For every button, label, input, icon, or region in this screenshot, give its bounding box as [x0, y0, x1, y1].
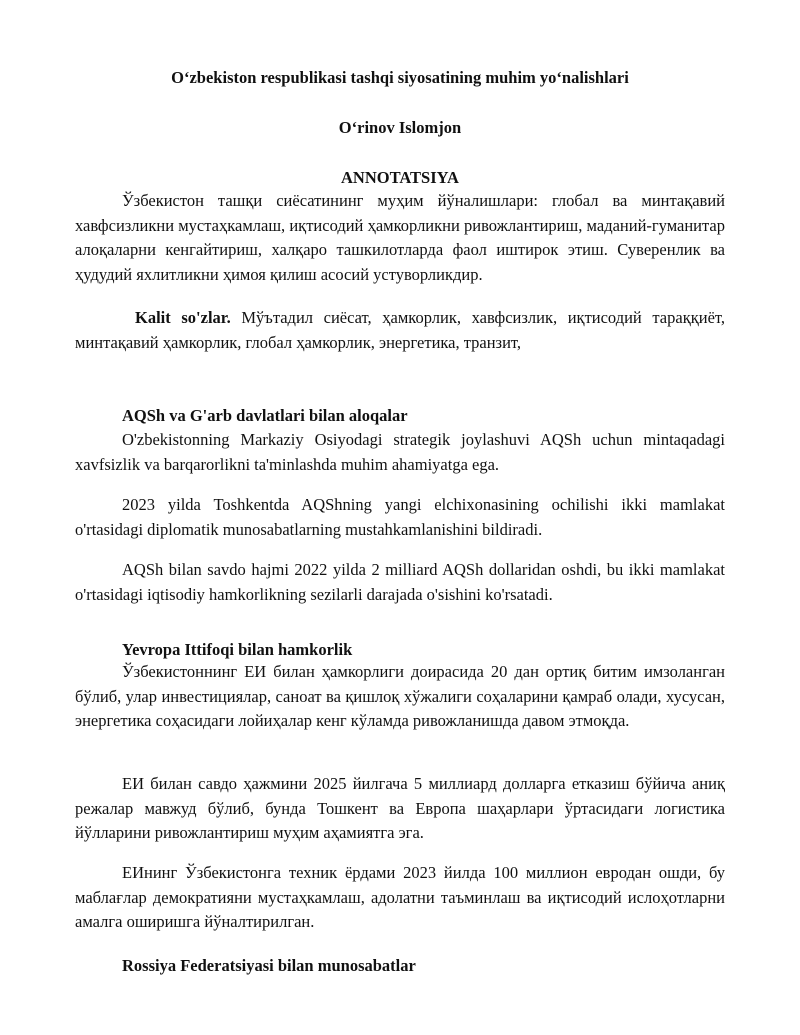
- keywords-paragraph: [75, 306, 725, 355]
- section-eu-paragraph-3: ЕИнинг Ўзбекистонга техник ёрдами 2023 йилда 100 миллион евродан ошди, бу маблағлар демократияни мустаҳкамлаш, адолатни таъминлаш ва иқтисодий ислоҳотларни амалга оширишга йўналтирилган.: [75, 863, 725, 931]
- section-usa-paragraph-2: 2023 yilda Toshkentda AQShning yangi elchixonasining ochilishi ikki mamlakat o'rtasidagi diplomatik munosabatlarning mustahkamlanishini bildiradi.: [75, 495, 725, 539]
- keywords-label: Kalit so'zlar.: [135, 308, 231, 327]
- section-eu-paragraph-2: ЕИ билан савдо ҳажмини 2025 йилгача 5 миллиард долларга етказиш бўйича аниқ режалар мавжуд бўлиб, бунда Тошкент ва Европа шаҳарлари ўртасидаги логистика йўлларини ривожлантириш муҳим аҳамиятга эга.: [75, 774, 725, 842]
- section-usa-paragraph-3: AQSh bilan savdo hajmi 2022 yilda 2 milliard AQSh dollaridan oshdi, bu ikki mamlakat o'rtasidagi iqtisodiy hamkorlikning sezilarli darajada o'sishini ko'rsatadi.: [75, 560, 725, 604]
- section-heading-eu: Yevropa Ittifoqi bilan hamkorlik: [122, 640, 353, 659]
- keywords-text: Мўътадил сиёсат, ҳамкорлик, хавфсизлик, иқтисодий тараққиёт, минтақавий ҳамкорлик, глобал ҳамкорлик, энергетика, транзит,: [75, 308, 725, 352]
- document-title: O‘zbekiston respublikasi tashqi siyosatining muhim yo‘nalishlari: [171, 68, 629, 87]
- section-usa-paragraph-1: O'zbekistonning Markaziy Osiyodagi strategik joylashuvi AQSh uchun mintaqadagi xavfsizlik va barqarorlikni ta'minlashda muhim ahamiyatga ega.: [75, 430, 725, 474]
- section-heading-usa: AQSh va G'arb davlatlari bilan aloqalar: [122, 406, 408, 425]
- section-eu-paragraph-1: Ўзбекистоннинг ЕИ билан ҳамкорлиги доирасида 20 дан ортиқ битим имзоланган бўлиб, улар инвестициялар, саноат ва қишлоқ хўжалиги соҳаларини қамраб олади, хусусан, энергетика соҳасидаги лойиҳалар кенг кўламда ривожланишда давом этмоқда.: [75, 662, 725, 730]
- annotation-heading: ANNOTATSIYA: [341, 168, 459, 187]
- author-name: O‘rinov Islomjon: [338, 118, 462, 137]
- section-heading-russia: Rossiya Federatsiyasi bilan munosabatlar: [122, 956, 416, 975]
- annotation-paragraph: Ўзбекистон ташқи сиёсатининг муҳим йўналишлари: глобал ва минтақавий хавфсизликни мустаҳкамлаш, иқтисодий ҳамкорликни ривожлантириш, маданий-гуманитар алоқаларни кенгайтириш, халқаро ташкилотларда фаол иштирок этиш. Суверенлик ва ҳудудий яхлитликни ҳимоя қилиш асосий устуворликдир.: [75, 191, 725, 284]
